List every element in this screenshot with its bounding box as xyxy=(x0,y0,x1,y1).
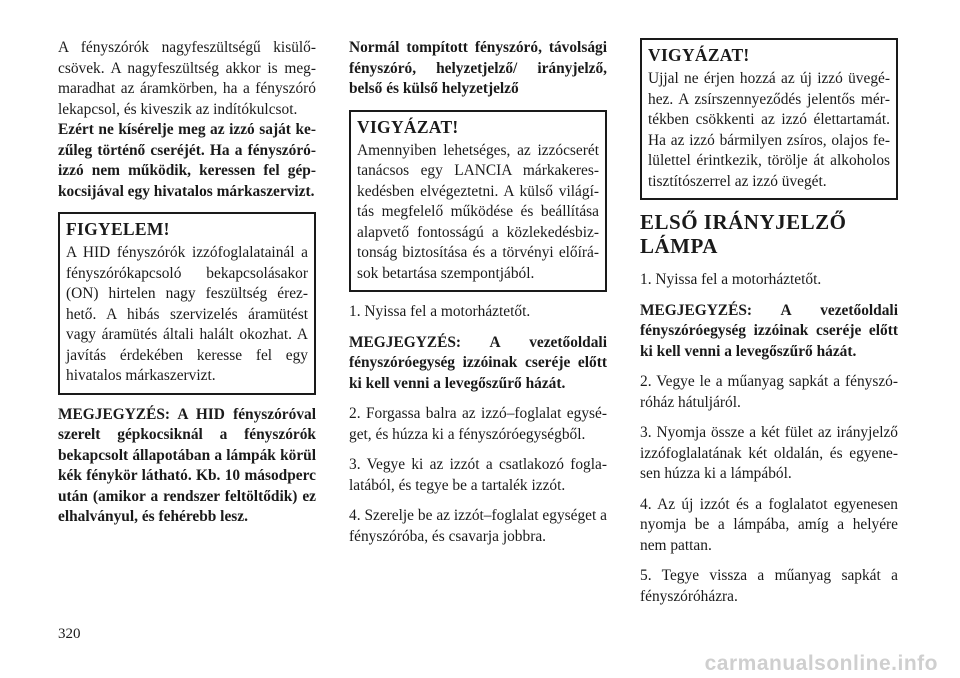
step-1: 1. Nyissa fel a motorháztetőt. xyxy=(640,271,822,288)
warning-box xyxy=(58,212,316,395)
page-number: 320 xyxy=(58,626,81,642)
caution-title: VIGYÁZAT! xyxy=(648,45,750,65)
caution-box xyxy=(349,110,607,293)
intro-warning-bold: Ezért ne kísérelje meg az izzó saját kezűleg történő cseréjét. Ha a fényszóróizzó nem működik, keressen fel gépkocsijával egy hivatalos márkaszervizt. xyxy=(58,121,316,200)
note-air-filter: MEGJEGYZÉS: A vezetőoldali fényszóróegység izzóinak cseréje előtt ki kell venni a levegőszűrő házát. xyxy=(349,333,607,392)
step-3: 3. Vegye ki az izzót a csatlakozó foglalatából, és tegye be a tartalék izzót. xyxy=(349,456,607,494)
step-2: 2. Forgassa balra az izzó–foglalat egységet, és húzza ki a fényszóróegységből. xyxy=(349,405,607,443)
column-middle xyxy=(349,38,607,557)
column-left xyxy=(58,38,316,538)
caution-title: VIGYÁZAT! xyxy=(357,116,459,137)
step-2: 2. Vegye le a műanyag sapkát a fényszóróház hátuljáról. xyxy=(640,373,898,411)
step-5: 5. Tegye vissza a műanyag sapkát a fényszóróházra. xyxy=(640,567,898,605)
step-4: 4. Az új izzót és a foglalatot egyenesen nyomja be a lámpába, amíg a helyére nem pattan. xyxy=(640,495,898,554)
warning-text: A HID fényszórók izzófoglalatainál a fényszórókapcsoló bekapcsolásakor (ON) hirtelen nagy feszültség érezhető. A hibás szervizelés áramütést vagy áramütés általi halált okozhat. A javítás érdekében keresse fel egy hivatalos márkaszervizt. xyxy=(66,244,308,384)
step-1: 1. Nyissa fel a motorháztetőt. xyxy=(349,303,531,320)
intro-text: A fényszórók nagyfeszültségű kisülőcsövek. A nagyfeszültség akkor is megmaradhat az áramkörben, ha a fényszóró lekapcsol, és kiveszik az indítókulcsot. xyxy=(58,39,316,118)
caution-box-bulb xyxy=(640,38,898,200)
watermark: carmanualsonline.info xyxy=(704,652,938,675)
caution-text: Ujjal ne érjen hozzá az új izzó üvegéhez. A zsírszennyeződés jelentős mértékben csökkenti az izzó élettartamát. Ha az izzó bármilyen zsíros, olajos felülettel érintkezik, törölje át alkoholos tisztítószerrel az izzó üvegét. xyxy=(648,70,890,190)
warning-title: FIGYELEM! xyxy=(66,219,170,239)
section-heading: Normál tompított fényszóró, távolsági fényszóró, helyzetjelző/ irányjelző, belső és külső helyzetjelző xyxy=(349,39,607,97)
caution-text: Amennyiben lehetséges, az izzócserét tanácsos egy LANCIA márkakereskedésben elvégeztetni. A külső világítás megfelelő működése és beállítása alapvető fontosságú a közlekedésbiztonság biztosítása és a törvényi előírások betartása szempontjából. xyxy=(357,141,599,282)
hid-note: MEGJEGYZÉS: A HID fényszóróval szerelt gépkocsiknál a fényszórók bekapcsolt állapotában a lámpák körül kék fénykör látható. Kb. 10 másodperc után (amikor a rendszer feltöltődik) ez elhalványul, és fehérebb lesz. xyxy=(58,405,316,525)
column-right xyxy=(640,38,898,617)
section-title: ELSŐ IRÁNYJELZŐ LÁMPA xyxy=(640,210,847,258)
note-air-filter: MEGJEGYZÉS: A vezetőoldali fényszóróegység izzóinak cseréje előtt ki kell venni a levegőszűrő házát. xyxy=(640,301,898,360)
step-4: 4. Szerelje be az izzót–foglalat egységet a fényszóróba, és csavarja jobbra. xyxy=(349,507,607,545)
step-3: 3. Nyomja össze a két fület az irányjelző izzófoglalatának két oldalán, és egyenesen húzza ki a lámpából. xyxy=(640,424,898,482)
